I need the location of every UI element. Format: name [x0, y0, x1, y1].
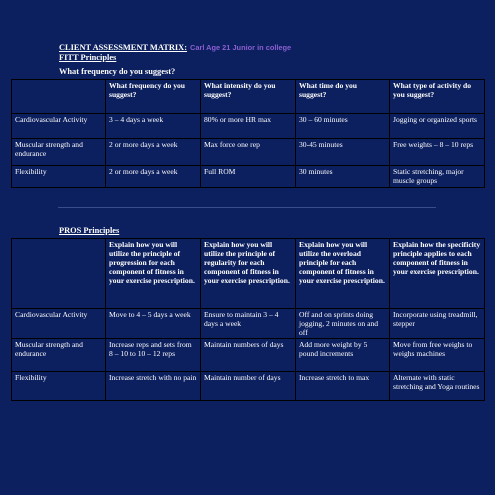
table-cell: 30 – 60 minutes [296, 114, 390, 139]
fitt-header-row [12, 80, 485, 114]
table-cell: Max force one rep [201, 139, 296, 166]
pros-row-flexibility [12, 372, 485, 401]
pros-row-cardiovascular [12, 309, 485, 339]
table-cell: Full ROM [201, 166, 296, 188]
table-cell: Add more weight by 5 pound increments [296, 339, 390, 372]
table-cell: Move to 4 – 5 days a week [106, 309, 201, 339]
table-cell: 2 or more days a week [106, 166, 201, 188]
row-label: Muscular strength and endurance [12, 339, 106, 372]
table-cell: Static stretching, major muscle groups [390, 166, 485, 188]
table-cell: Increase stretch to max [296, 372, 390, 401]
pros-row-muscular [12, 339, 485, 372]
table-cell: Increase stretch with no pain [106, 372, 201, 401]
pros-column-header: Explain how you will utilize the principle of regularity for each component of fitness in your exercise prescription. [201, 239, 296, 309]
matrix-title: CLIENT ASSESSMENT MATRIX: [59, 43, 187, 52]
table-cell: Off and on sprints doing jogging, 2 minutes on and off [296, 309, 390, 339]
table-cell: 2 or more days a week [106, 139, 201, 166]
fitt-row-muscular [12, 139, 485, 166]
fitt-question: What frequency do you suggest? [59, 67, 176, 76]
fitt-column-header: What frequency do you suggest? [106, 80, 201, 114]
table-cell: Increase reps and sets from 8 – 10 to 10 – 12 reps [106, 339, 201, 372]
table-cell: 80% or more HR max [201, 114, 296, 139]
fitt-title: FITT Principles [59, 53, 117, 62]
client-info: Carl Age 21 Junior in college [190, 43, 292, 52]
table-cell: Alternate with static stretching and Yoga routines [390, 372, 485, 401]
pros-header-row [12, 239, 485, 309]
fitt-table [11, 79, 485, 188]
pros-column-header: Explain how you will utilize the principle of progression for each component of fitness in your exercise prescription. [106, 239, 201, 309]
table-cell: 3 – 4 days a week [106, 114, 201, 139]
table-cell: 30 minutes [296, 166, 390, 188]
table-cell: Maintain numbers of days [201, 339, 296, 372]
fitt-column-header: What time do you suggest? [296, 80, 390, 114]
fitt-corner-cell [12, 80, 106, 114]
table-cell: Maintain number of days [201, 372, 296, 401]
table-cell: 30-45 minutes [296, 139, 390, 166]
pros-table [11, 238, 485, 401]
row-label: Cardiovascular Activity [12, 309, 106, 339]
row-label: Flexibility [12, 166, 106, 188]
fitt-column-header: What type of activity do you suggest? [390, 80, 485, 114]
table-cell: Free weights – 8 – 10 reps [390, 139, 485, 166]
row-label: Flexibility [12, 372, 106, 401]
fitt-column-header: What intensity do you suggest? [201, 80, 296, 114]
fitt-row-flexibility [12, 166, 485, 188]
table-cell: Jogging or organized sports [390, 114, 485, 139]
section-divider [58, 207, 436, 208]
table-cell: Move from free weighs to weighs machines [390, 339, 485, 372]
row-label: Cardiovascular Activity [12, 114, 106, 139]
table-cell: Ensure to maintain 3 – 4 days a week [201, 309, 296, 339]
table-cell: Incorporate using treadmill, stepper [390, 309, 485, 339]
matrix-heading [59, 43, 291, 53]
fitt-row-cardiovascular [12, 114, 485, 139]
pros-column-header: Explain how the specificity principle applies to each component of fitness in your exercise prescription. [390, 239, 485, 309]
pros-corner-cell [12, 239, 106, 309]
pros-column-header: Explain how you will utilize the overload principle for each component of fitness in your exercise prescription. [296, 239, 390, 309]
row-label: Muscular strength and endurance [12, 139, 106, 166]
pros-title: PROS Principles [59, 226, 120, 235]
